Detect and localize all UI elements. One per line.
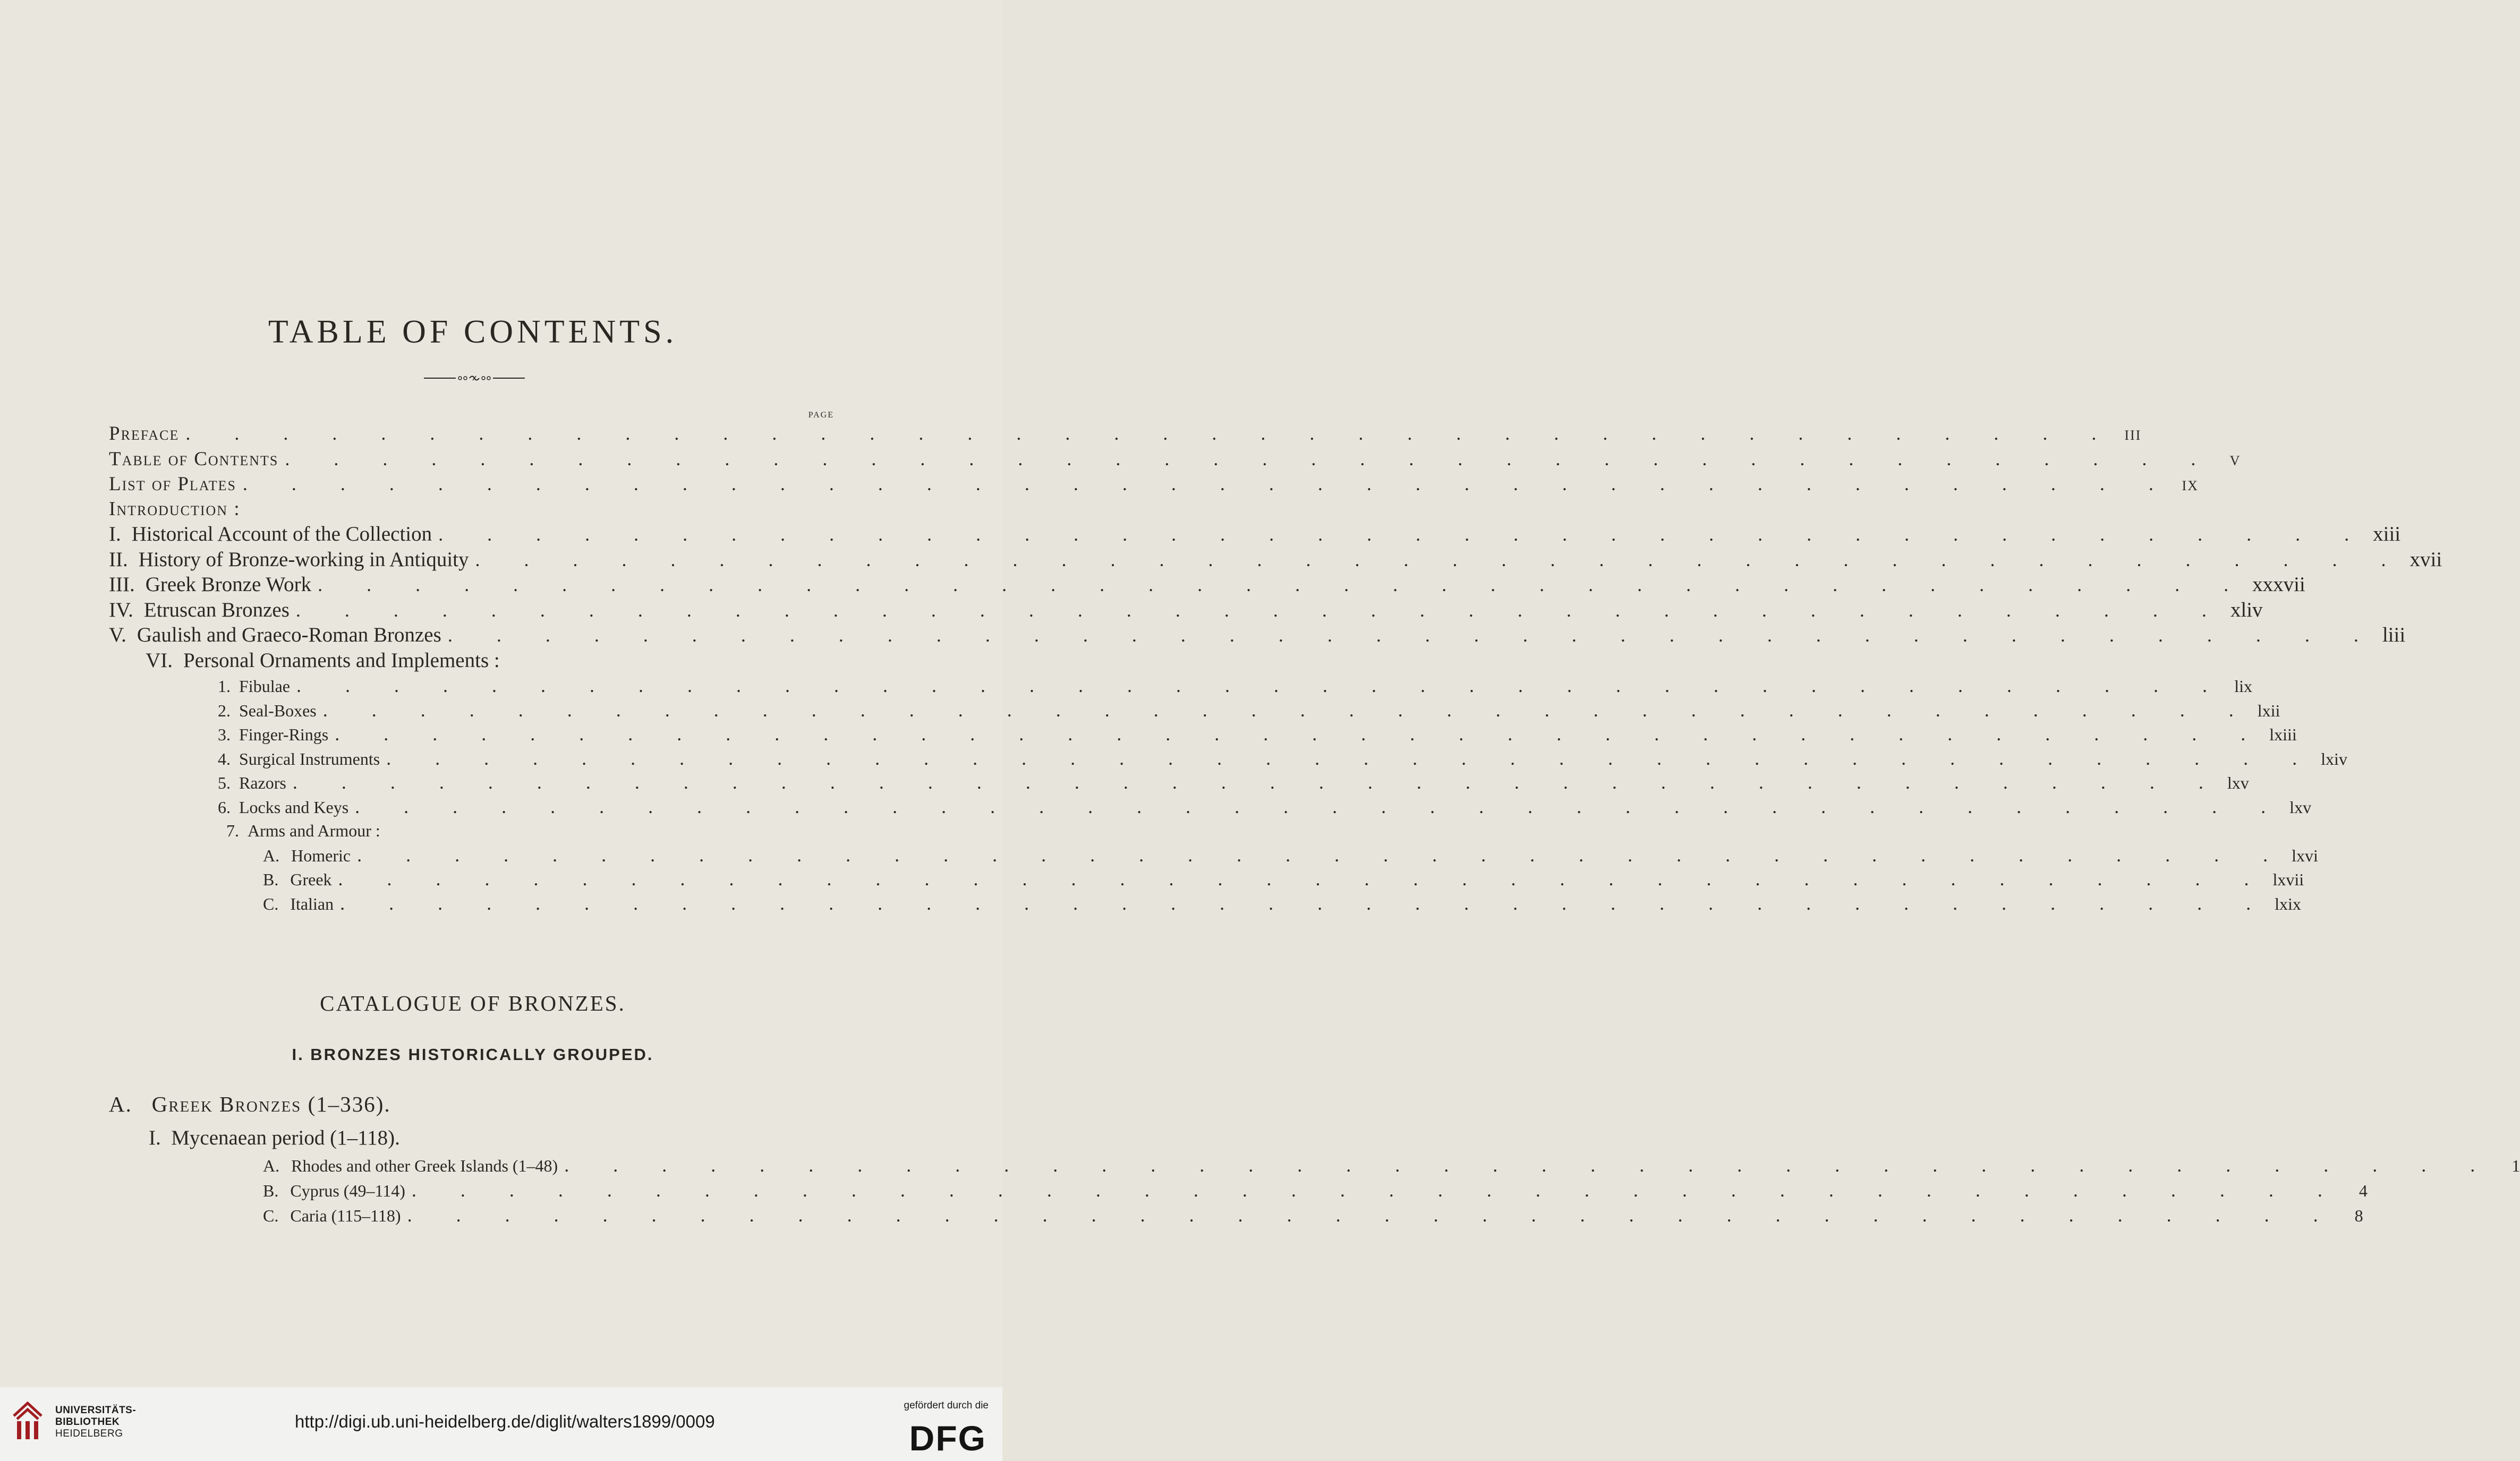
dot-leader: . . . . . . . . . . . . . . . . . . . . . . . . . . . . . . . . . . . . . . . .: [242, 473, 2173, 494]
toc-entry: [263, 841, 2318, 869]
toc-entry: [109, 571, 2305, 599]
toc-entry-label: Greek Bronze Work: [145, 573, 312, 596]
catalogue-entry-number: C.: [263, 1206, 279, 1225]
toc-entry-number: IV.: [109, 598, 133, 621]
toc-entry-page: lxvii: [2272, 870, 2304, 889]
toc-entry: [263, 890, 2301, 917]
funded-by-text: gefördert durch die: [904, 1400, 989, 1411]
section-a-heading: [109, 1091, 391, 1117]
toc-entry: [218, 696, 2280, 724]
dot-leader: . . . . . . . . . . . . . . . . . . . . . . . . . . . . . . . . . . . . . . . .: [335, 723, 2266, 745]
section-a-letter: A.: [109, 1092, 132, 1116]
catalogue-entry: [263, 1201, 2363, 1229]
toc-entry-number: C.: [263, 894, 279, 913]
dot-leader: . . . . . . . . . . . . . . . . . . . . . . . . . . . . . . . . . . . . . . . .: [185, 423, 2116, 444]
dot-leader: . . . . . . . . . . . . . . . . . . . . . . . . . . . . . . . . . . . . . . . .: [338, 868, 2269, 890]
period-number: I.: [149, 1126, 161, 1149]
toc-entry-number: A.: [263, 845, 280, 865]
title-ornament-icon: [424, 374, 525, 382]
toc-entry: [218, 817, 834, 844]
toc-entry-label: History of Bronze-working in Antiquity: [138, 548, 469, 571]
catalogue-entry-page: 4: [2359, 1181, 2368, 1200]
dot-leader: . . . . . . . . . . . . . . . . . . . . . . . . . . . . . . . . . . . . . . . .: [411, 1180, 2342, 1201]
toc-entry-number: 2.: [218, 700, 231, 720]
toc-entry-label: Personal Ornaments and Implements :: [183, 648, 500, 672]
toc-entry-label: Historical Account of the Collection: [131, 523, 432, 545]
toc-entry-page: xliv: [2230, 598, 2263, 621]
toc-entry-page: lix: [2234, 677, 2252, 696]
toc-entry: [109, 596, 2263, 624]
period-heading: [149, 1126, 400, 1150]
toc-entry-page: liii: [2382, 623, 2406, 646]
toc-entry-label: Razors: [239, 773, 286, 792]
dot-leader: . . . . . . . . . . . . . . . . . . . . . . . . . . . . . . . . . . . . . . . .: [564, 1155, 2495, 1176]
toc-entry-number: VI.: [146, 648, 173, 672]
catalogue-entry-page: 1: [2512, 1156, 2520, 1175]
toc-entry-page: lxvi: [2292, 845, 2318, 865]
toc-entry-label: Introduction :: [109, 498, 241, 520]
toc-entry-number: 5.: [218, 773, 231, 792]
catalogue-entry: [263, 1151, 2520, 1179]
group-title: I. BRONZES HISTORICALLY GROUPED.: [292, 1045, 654, 1064]
library-name-line-2: BIBLIOTHEK: [55, 1416, 120, 1428]
toc-entry-number: 6.: [218, 797, 231, 817]
toc-entry: [263, 865, 2304, 893]
toc-entry-number: 1.: [218, 677, 231, 696]
page-column-label: PAGE: [808, 411, 834, 420]
toc-entry: [218, 672, 2252, 699]
toc-entry-number: B.: [263, 870, 279, 889]
toc-entry-label: Seal-Boxes: [239, 700, 317, 720]
toc-entry-number: 3.: [218, 725, 231, 744]
toc-entry: [218, 768, 2249, 796]
library-logo-icon: [10, 1400, 48, 1442]
library-name-line-1: UNIVERSITÄTS-: [55, 1405, 137, 1416]
toc-entry-page: ix: [2182, 473, 2199, 495]
toc-entry-number: II.: [109, 548, 128, 571]
catalogue-entry-label: Rhodes and other Greek Islands (1–48): [291, 1156, 558, 1175]
toc-entry-label: Italian: [290, 894, 334, 913]
toc-entry-page: lxiii: [2269, 725, 2297, 744]
section-a-label: Greek Bronzes: [151, 1092, 302, 1116]
page-title: TABLE OF CONTENTS.: [268, 313, 678, 350]
catalogue-entry-label: Caria (115–118): [290, 1206, 401, 1225]
toc-entry-number: 7.: [226, 821, 239, 840]
toc-entry-page: xiii: [2373, 523, 2401, 545]
period-label: Mycenaean period (1–118).: [171, 1126, 400, 1149]
toc-entry-label: Gaulish and Graeco-Roman Bronzes: [137, 623, 441, 646]
toc-entry-page: lxiv: [2321, 749, 2347, 768]
toc-entry-page: lxv: [2289, 797, 2312, 817]
toc-entry: [109, 495, 834, 523]
toc-entry-page: xvii: [2410, 548, 2442, 571]
dot-leader: . . . . . . . . . . . . . . . . . . . . . . . . . . . . . . . . . . . . . . . .: [318, 574, 2249, 595]
toc-entry: [109, 546, 2442, 574]
toc-entry-number: III.: [109, 573, 135, 596]
dot-leader: . . . . . . . . . . . . . . . . . . . . . . . . . . . . . . . . . . . . . . . .: [438, 524, 2369, 545]
toc-entry-label: Surgical Instruments: [239, 749, 380, 768]
dot-leader: . . . . . . . . . . . . . . . . . . . . . . . . . . . . . . . . . . . . . . . .: [292, 772, 2223, 793]
dot-leader: . . . . . . . . . . . . . . . . . . . . . . . . . . . . . . . . . . . . . . . .: [475, 549, 2406, 570]
toc-entry-page: v: [2229, 448, 2241, 470]
library-name-line-3: HEIDELBERG: [55, 1428, 123, 1439]
dot-leader: . . . . . . . . . . . . . . . . . . . . . . . . . . . . . . . . . . . . . . . .: [407, 1204, 2338, 1226]
toc-entry-number: 4.: [218, 749, 231, 768]
toc-entry: [109, 621, 2406, 649]
toc-entry-label: Arms and Armour :: [248, 821, 380, 840]
library-name: [55, 1405, 136, 1440]
toc-entry-page: lxv: [2227, 773, 2249, 792]
toc-entry: [109, 647, 834, 674]
toc-entry: [109, 470, 2199, 498]
dot-leader: . . . . . . . . . . . . . . . . . . . . . . . . . . . . . . . . . . . . . . . .: [296, 675, 2227, 696]
toc-entry-label: Fibulae: [239, 677, 290, 696]
toc-entry-number: I.: [109, 523, 121, 545]
source-url-link[interactable]: http://digi.ub.uni-heidelberg.de/diglit/walters1899/0009: [295, 1412, 715, 1431]
toc-entry: [109, 520, 2401, 548]
catalogue-entry-label: Cyprus (49–114): [290, 1181, 405, 1200]
dot-leader: . . . . . . . . . . . . . . . . . . . . . . . . . . . . . . . . . . . . . . . .: [322, 699, 2253, 721]
toc-entry-page: xxxvii: [2252, 573, 2305, 596]
section-a-range: (1–336).: [308, 1092, 391, 1116]
dot-leader: . . . . . . . . . . . . . . . . . . . . . . . . . . . . . . . . . . . . . . . .: [447, 625, 2378, 646]
catalogue-entry-page: 8: [2354, 1206, 2363, 1225]
dot-leader: . . . . . . . . . . . . . . . . . . . . . . . . . . . . . . . . . . . . . . . .: [340, 892, 2271, 914]
toc-entry-label: Etruscan Bronzes: [143, 598, 290, 621]
toc-entry-label: List of Plates: [109, 473, 236, 495]
toc-entry-page: lxix: [2275, 894, 2301, 913]
toc-entry: [218, 720, 2297, 748]
toc-entry: [109, 420, 2142, 447]
dfg-logo: DFG: [909, 1419, 986, 1458]
dot-leader: . . . . . . . . . . . . . . . . . . . . . . . . . . . . . . . . . . . . . . . .: [295, 599, 2226, 621]
toc-entry-page: iii: [2124, 423, 2142, 445]
catalogue-entry-number: B.: [263, 1181, 279, 1200]
toc-entry-label: Locks and Keys: [239, 797, 349, 817]
toc-entry: [218, 745, 2347, 772]
dot-leader: . . . . . . . . . . . . . . . . . . . . . . . . . . . . . . . . . . . . . . . .: [357, 844, 2288, 866]
toc-entry-label: Greek: [290, 870, 332, 889]
toc-entry-label: Table of Contents: [109, 448, 279, 470]
toc-entry: [218, 793, 2312, 821]
catalogue-title: CATALOGUE OF BRONZES.: [320, 991, 626, 1015]
toc-entry-page: lxii: [2257, 700, 2280, 720]
toc-entry-number: V.: [109, 623, 126, 646]
toc-entry-label: Homeric: [291, 845, 351, 865]
dot-leader: . . . . . . . . . . . . . . . . . . . . . . . . . . . . . . . . . . . . . . . .: [355, 796, 2286, 817]
dot-leader: . . . . . . . . . . . . . . . . . . . . . . . . . . . . . . . . . . . . . . . .: [285, 448, 2216, 469]
toc-entry: [109, 445, 2241, 473]
catalogue-entry: [263, 1176, 2368, 1204]
dot-leader: . . . . . . . . . . . . . . . . . . . . . . . . . . . . . . . . . . . . . . . .: [386, 747, 2317, 769]
catalogue-entry-number: A.: [263, 1156, 280, 1175]
digitization-footer: [0, 1387, 1002, 1461]
toc-entry-label: Preface: [109, 423, 180, 445]
toc-entry-label: Finger-Rings: [239, 725, 329, 744]
